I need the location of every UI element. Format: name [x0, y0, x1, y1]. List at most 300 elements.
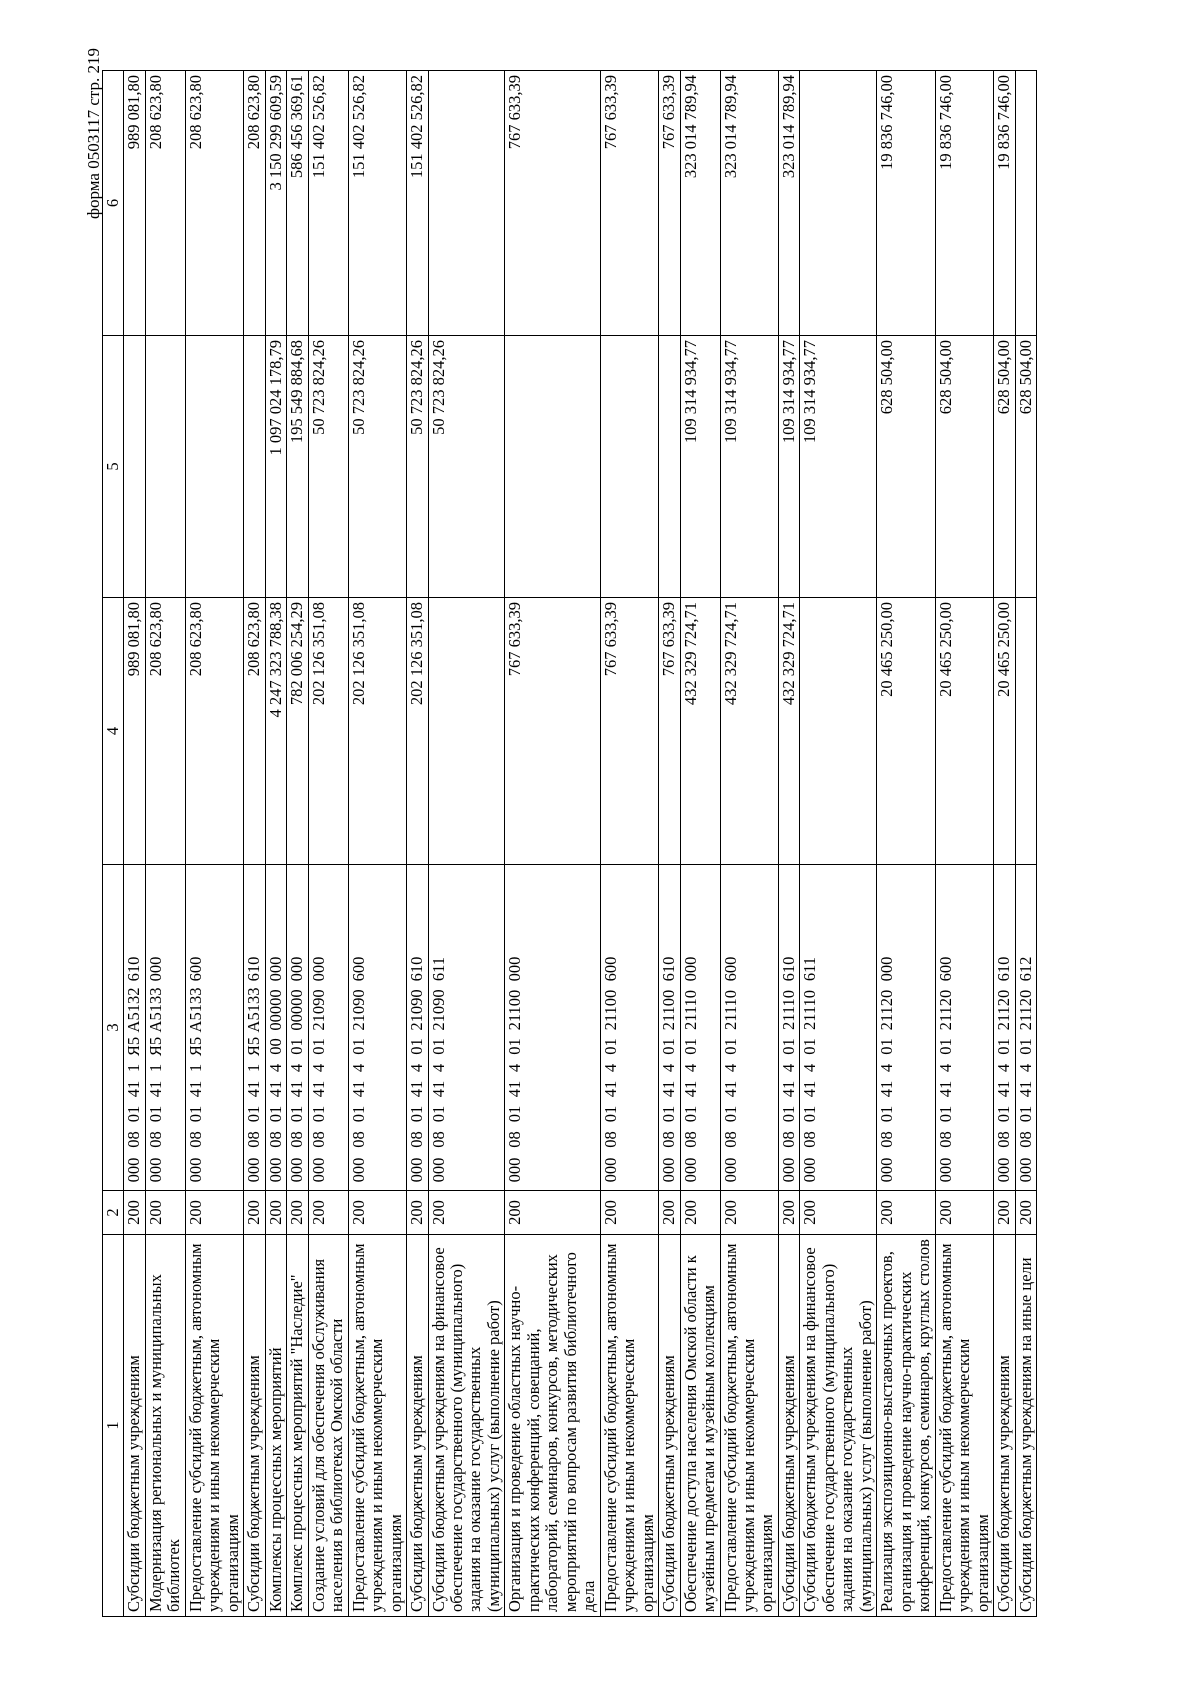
table-row — [659, 71, 680, 1617]
row-approved: 20 465 250,00 — [994, 598, 1015, 865]
row-executed — [145, 336, 185, 598]
code-section: 08 — [428, 1131, 448, 1148]
row-executed: 628 504,00 — [935, 336, 993, 598]
code-direction: 21110 — [720, 989, 740, 1031]
code-program: 41 — [680, 1080, 700, 1098]
code-program: 41 — [428, 1080, 448, 1098]
code-subsection: 01 — [659, 1105, 679, 1123]
code-subprogram: 01 — [505, 1038, 525, 1055]
row-approved: 767 633,39 — [600, 598, 658, 865]
code-section: 08 — [244, 1131, 264, 1148]
code-direction: 21100 — [600, 989, 620, 1031]
code-admin: 000 — [720, 1157, 740, 1183]
row-executed: 50 723 824,26 — [428, 336, 505, 598]
code-type: 4 — [1015, 1063, 1035, 1073]
row-line-code: 200 — [600, 1191, 658, 1235]
row-name: Субсидии бюджетным учреждениям — [659, 1235, 680, 1617]
code-admin: 000 — [124, 1157, 144, 1183]
row-budget-code — [265, 865, 286, 1191]
table-row — [124, 71, 145, 1617]
table-row — [877, 71, 935, 1617]
code-direction: 21120 — [994, 989, 1014, 1031]
table-row — [265, 71, 286, 1617]
table-row — [1015, 71, 1036, 1617]
code-subprogram: 01 — [428, 1038, 448, 1055]
row-approved: 208 623,80 — [185, 598, 243, 865]
code-section: 08 — [680, 1131, 700, 1148]
row-name: Обеспечение доступа населения Омской области к музейным предметам и музейным коллекциям — [680, 1235, 720, 1617]
code-direction: 21090 — [428, 989, 448, 1031]
code-type: 4 — [505, 1063, 525, 1073]
row-name: Комплексы процессных мероприятий — [265, 1235, 286, 1617]
row-executed: 195 549 884,68 — [287, 336, 308, 598]
code-section: 08 — [720, 1131, 740, 1148]
row-line-code: 200 — [145, 1191, 185, 1235]
row-line-code: 200 — [994, 1191, 1015, 1235]
code-direction: 00000 — [287, 989, 307, 1031]
table-row — [185, 71, 243, 1617]
row-budget-code — [308, 865, 348, 1191]
code-program: 41 — [720, 1080, 740, 1098]
row-budget-code — [244, 865, 265, 1191]
code-program: 41 — [265, 1080, 285, 1098]
row-executed: 628 504,00 — [877, 336, 935, 598]
row-approved: 20 465 250,00 — [935, 598, 993, 865]
code-admin: 000 — [778, 1157, 798, 1183]
row-approved — [800, 598, 877, 865]
row-name: Предоставление субсидий бюджетным, автономным учреждениям и иным некоммерческим организациям — [720, 1235, 778, 1617]
row-line-code: 200 — [428, 1191, 505, 1235]
row-approved: 767 633,39 — [659, 598, 680, 865]
code-section: 08 — [287, 1131, 307, 1148]
code-subsection: 01 — [185, 1105, 205, 1123]
code-expense-type: 600 — [600, 956, 620, 982]
code-program: 41 — [308, 1080, 328, 1098]
row-line-code: 200 — [1015, 1191, 1036, 1235]
table-row — [800, 71, 877, 1617]
code-type: 4 — [659, 1063, 679, 1073]
code-type: 4 — [994, 1063, 1014, 1073]
code-expense-type: 612 — [1015, 956, 1035, 982]
row-approved: 202 126 351,08 — [348, 598, 406, 865]
code-expense-type: 611 — [800, 956, 820, 982]
code-direction: 21120 — [1015, 989, 1035, 1031]
code-subprogram: Я5 — [124, 1036, 144, 1057]
row-budget-code — [1015, 865, 1036, 1191]
row-name: Субсидии бюджетным учреждениям — [124, 1235, 145, 1617]
code-program: 41 — [659, 1080, 679, 1098]
row-unexecuted: 19 836 746,00 — [994, 71, 1015, 336]
code-section: 08 — [505, 1131, 525, 1148]
row-name: Субсидии бюджетным учреждениям на финансовое обеспечение государственного (муниципального) задания на оказание государственных (муниципальных) услуг (выполнение работ) — [428, 1235, 505, 1617]
code-admin: 000 — [600, 1157, 620, 1183]
code-expense-type: 610 — [124, 956, 144, 982]
code-admin: 000 — [994, 1157, 1014, 1183]
code-program: 41 — [600, 1080, 620, 1098]
code-expense-type: 600 — [935, 956, 955, 982]
code-subprogram: 01 — [778, 1038, 798, 1055]
code-direction: А5132 — [124, 987, 144, 1033]
row-unexecuted: 151 402 526,82 — [348, 71, 406, 336]
row-budget-code — [348, 865, 406, 1191]
header-col-5: 5 — [103, 336, 124, 598]
code-subsection: 01 — [1015, 1105, 1035, 1123]
row-approved: 208 623,80 — [145, 598, 185, 865]
row-unexecuted — [1015, 71, 1036, 336]
code-subsection: 01 — [800, 1105, 820, 1123]
row-executed: 109 314 934,77 — [800, 336, 877, 598]
code-expense-type: 611 — [428, 956, 448, 982]
code-subsection: 01 — [505, 1105, 525, 1123]
row-budget-code — [428, 865, 505, 1191]
code-expense-type: 610 — [778, 956, 798, 982]
code-subsection: 01 — [308, 1105, 328, 1123]
code-subprogram: 01 — [348, 1038, 368, 1055]
row-budget-code — [778, 865, 799, 1191]
code-expense-type: 000 — [308, 956, 328, 982]
code-subprogram: 01 — [407, 1038, 427, 1055]
code-subprogram: 01 — [800, 1038, 820, 1055]
row-unexecuted: 208 623,80 — [185, 71, 243, 336]
code-section: 08 — [265, 1131, 285, 1148]
code-program: 41 — [348, 1080, 368, 1098]
table-row — [145, 71, 185, 1617]
code-subsection: 01 — [348, 1105, 368, 1123]
code-expense-type: 000 — [145, 956, 165, 982]
code-subprogram: 01 — [1015, 1038, 1035, 1055]
row-unexecuted: 3 150 299 609,59 — [265, 71, 286, 336]
code-program: 41 — [778, 1080, 798, 1098]
code-type: 4 — [600, 1063, 620, 1073]
code-program: 41 — [244, 1080, 264, 1098]
code-expense-type: 000 — [680, 956, 700, 982]
row-budget-code — [935, 865, 993, 1191]
row-executed — [185, 336, 243, 598]
code-direction: 21090 — [407, 989, 427, 1031]
row-unexecuted: 767 633,39 — [659, 71, 680, 336]
code-type: 4 — [720, 1063, 740, 1073]
code-program: 41 — [407, 1080, 427, 1098]
row-line-code: 200 — [407, 1191, 428, 1235]
code-subsection: 01 — [407, 1105, 427, 1123]
row-budget-code — [287, 865, 308, 1191]
code-direction: 21090 — [308, 989, 328, 1031]
code-expense-type: 600 — [348, 956, 368, 982]
row-budget-code — [994, 865, 1015, 1191]
code-type: 4 — [265, 1063, 285, 1073]
row-unexecuted: 586 456 369,61 — [287, 71, 308, 336]
code-section: 08 — [308, 1131, 328, 1148]
code-subprogram: 01 — [600, 1038, 620, 1055]
row-executed: 50 723 824,26 — [308, 336, 348, 598]
row-unexecuted: 151 402 526,82 — [308, 71, 348, 336]
row-executed: 50 723 824,26 — [407, 336, 428, 598]
code-expense-type: 610 — [244, 956, 264, 982]
header-col-3: 3 — [103, 865, 124, 1191]
code-admin: 000 — [287, 1157, 307, 1183]
row-budget-code — [800, 865, 877, 1191]
code-admin: 000 — [935, 1157, 955, 1183]
table-row — [994, 71, 1015, 1617]
code-program: 41 — [185, 1080, 205, 1098]
row-line-code: 200 — [877, 1191, 935, 1235]
row-unexecuted: 989 081,80 — [124, 71, 145, 336]
code-direction: 21120 — [877, 989, 897, 1031]
row-unexecuted: 323 014 789,94 — [680, 71, 720, 336]
row-unexecuted: 767 633,39 — [505, 71, 600, 336]
row-line-code: 200 — [778, 1191, 799, 1235]
row-unexecuted — [428, 71, 505, 336]
code-program: 41 — [877, 1080, 897, 1098]
code-subsection: 01 — [244, 1105, 264, 1123]
code-direction: А5133 — [244, 987, 264, 1033]
code-subprogram: 01 — [877, 1038, 897, 1055]
code-admin: 000 — [308, 1157, 328, 1183]
header-col-2: 2 — [103, 1191, 124, 1235]
row-name: Субсидии бюджетным учреждениям — [994, 1235, 1015, 1617]
code-type: 4 — [287, 1063, 307, 1073]
row-unexecuted: 19 836 746,00 — [935, 71, 993, 336]
code-section: 08 — [778, 1131, 798, 1148]
code-expense-type: 610 — [659, 956, 679, 982]
row-approved: 20 465 250,00 — [877, 598, 935, 865]
code-section: 08 — [994, 1131, 1014, 1148]
row-approved — [1015, 598, 1036, 865]
row-unexecuted: 208 623,80 — [145, 71, 185, 336]
row-approved: 782 006 254,29 — [287, 598, 308, 865]
code-subsection: 01 — [145, 1105, 165, 1123]
header-row — [103, 71, 124, 1617]
code-admin: 000 — [1015, 1157, 1035, 1183]
budget-table — [102, 70, 1037, 1617]
code-direction: А5133 — [185, 987, 205, 1033]
code-section: 08 — [185, 1131, 205, 1148]
row-line-code: 200 — [800, 1191, 877, 1235]
code-subsection: 01 — [680, 1105, 700, 1123]
code-section: 08 — [1015, 1131, 1035, 1148]
code-direction: 21110 — [800, 989, 820, 1031]
code-expense-type: 610 — [994, 956, 1014, 982]
code-program: 41 — [505, 1080, 525, 1098]
row-unexecuted: 151 402 526,82 — [407, 71, 428, 336]
code-subsection: 01 — [600, 1105, 620, 1123]
row-unexecuted: 323 014 789,94 — [778, 71, 799, 336]
code-section: 08 — [935, 1131, 955, 1148]
row-executed — [124, 336, 145, 598]
row-executed: 628 504,00 — [994, 336, 1015, 598]
code-admin: 000 — [265, 1157, 285, 1183]
table-row — [428, 71, 505, 1617]
table-row — [600, 71, 658, 1617]
header-col-6: 6 — [103, 71, 124, 336]
code-subsection: 01 — [265, 1105, 285, 1123]
code-admin: 000 — [145, 1157, 165, 1183]
row-budget-code — [680, 865, 720, 1191]
row-budget-code — [407, 865, 428, 1191]
row-budget-code — [145, 865, 185, 1191]
code-type: 1 — [124, 1063, 144, 1073]
code-subprogram: 01 — [935, 1038, 955, 1055]
row-line-code: 200 — [287, 1191, 308, 1235]
code-section: 08 — [600, 1131, 620, 1148]
code-section: 08 — [145, 1131, 165, 1148]
code-direction: 21100 — [659, 989, 679, 1031]
row-approved: 208 623,80 — [244, 598, 265, 865]
row-line-code: 200 — [185, 1191, 243, 1235]
code-subprogram: 01 — [680, 1038, 700, 1055]
code-program: 41 — [145, 1080, 165, 1098]
row-approved: 202 126 351,08 — [308, 598, 348, 865]
row-executed: 628 504,00 — [1015, 336, 1036, 598]
table-row — [720, 71, 778, 1617]
code-section: 08 — [800, 1131, 820, 1148]
row-approved: 202 126 351,08 — [407, 598, 428, 865]
row-approved: 4 247 323 788,38 — [265, 598, 286, 865]
row-executed — [244, 336, 265, 598]
code-direction: 21090 — [348, 989, 368, 1031]
code-subprogram: 01 — [287, 1038, 307, 1055]
table-row — [348, 71, 406, 1617]
row-budget-code — [124, 865, 145, 1191]
row-name: Комплекс процессных мероприятий "Наследие" — [287, 1235, 308, 1617]
code-type: 4 — [680, 1063, 700, 1073]
code-admin: 000 — [185, 1157, 205, 1183]
code-direction: А5133 — [145, 987, 165, 1033]
row-name: Субсидии бюджетным учреждениям на финансовое обеспечение государственного (муниципального) задания на оказание государственных (муниципальных) услуг (выполнение работ) — [800, 1235, 877, 1617]
code-admin: 000 — [407, 1157, 427, 1183]
row-executed: 109 314 934,77 — [680, 336, 720, 598]
form-caption: форма 0503117 стр. 219 — [84, 48, 103, 219]
row-budget-code — [185, 865, 243, 1191]
row-executed — [505, 336, 600, 598]
code-subprogram: Я5 — [185, 1036, 205, 1057]
code-type: 1 — [145, 1063, 165, 1073]
row-executed: 109 314 934,77 — [720, 336, 778, 598]
row-executed: 109 314 934,77 — [778, 336, 799, 598]
row-line-code: 200 — [244, 1191, 265, 1235]
code-admin: 000 — [428, 1157, 448, 1183]
code-type: 4 — [428, 1063, 448, 1073]
code-expense-type: 000 — [287, 956, 307, 982]
code-section: 08 — [877, 1131, 897, 1148]
row-line-code: 200 — [505, 1191, 600, 1235]
row-name: Создание условий для обеспечения обслуживания населения в библиотеках Омской области — [308, 1235, 348, 1617]
row-line-code: 200 — [659, 1191, 680, 1235]
code-expense-type: 000 — [265, 956, 285, 982]
row-name: Предоставление субсидий бюджетным, автономным учреждениям и иным некоммерческим организациям — [600, 1235, 658, 1617]
code-type: 4 — [348, 1063, 368, 1073]
code-type: 1 — [185, 1063, 205, 1073]
row-unexecuted — [800, 71, 877, 336]
row-name: Реализация экспозиционно-выставочных проектов, организация и проведение научно-практических конференций, конкурсов, семинаров, круглых столов — [877, 1235, 935, 1617]
code-type: 4 — [800, 1063, 820, 1073]
code-program: 41 — [800, 1080, 820, 1098]
code-admin: 000 — [659, 1157, 679, 1183]
code-type: 4 — [778, 1063, 798, 1073]
code-program: 41 — [994, 1080, 1014, 1098]
code-direction: 21110 — [680, 989, 700, 1031]
row-executed: 50 723 824,26 — [348, 336, 406, 598]
row-budget-code — [505, 865, 600, 1191]
code-admin: 000 — [800, 1157, 820, 1183]
code-section: 08 — [124, 1131, 144, 1148]
header-col-4: 4 — [103, 598, 124, 865]
code-direction: 00000 — [265, 989, 285, 1031]
code-subprogram: 00 — [265, 1038, 285, 1055]
code-subprogram: 01 — [720, 1038, 740, 1055]
code-program: 41 — [1015, 1080, 1035, 1098]
row-approved — [428, 598, 505, 865]
row-line-code: 200 — [680, 1191, 720, 1235]
table-row — [308, 71, 348, 1617]
row-line-code: 200 — [348, 1191, 406, 1235]
row-name: Модернизация региональных и муниципальных библиотек — [145, 1235, 185, 1617]
code-direction: 21120 — [935, 989, 955, 1031]
row-name: Предоставление субсидий бюджетным, автономным учреждениям и иным некоммерческим организациям — [348, 1235, 406, 1617]
row-name: Субсидии бюджетным учреждениям — [778, 1235, 799, 1617]
row-unexecuted: 19 836 746,00 — [877, 71, 935, 336]
code-subprogram: 01 — [308, 1038, 328, 1055]
row-name: Субсидии бюджетным учреждениям — [407, 1235, 428, 1617]
code-subprogram: Я5 — [145, 1036, 165, 1057]
code-direction: 21100 — [505, 989, 525, 1031]
code-subsection: 01 — [124, 1105, 144, 1123]
row-budget-code — [877, 865, 935, 1191]
row-name: Организация и проведение областных научно-практических конференций, совещаний, лабораторий, семинаров, конкурсов, методических мероприятий по вопросам развития библиотечного дела — [505, 1235, 600, 1617]
row-line-code: 200 — [308, 1191, 348, 1235]
code-admin: 000 — [680, 1157, 700, 1183]
row-unexecuted: 767 633,39 — [600, 71, 658, 336]
table-row — [244, 71, 265, 1617]
code-subsection: 01 — [778, 1105, 798, 1123]
row-approved: 767 633,39 — [505, 598, 600, 865]
row-name: Предоставление субсидий бюджетным, автономным учреждениям и иным некоммерческим организациям — [935, 1235, 993, 1617]
code-section: 08 — [407, 1131, 427, 1148]
code-admin: 000 — [348, 1157, 368, 1183]
row-name: Субсидии бюджетным учреждениям — [244, 1235, 265, 1617]
row-budget-code — [659, 865, 680, 1191]
code-expense-type: 600 — [185, 956, 205, 982]
code-type: 4 — [935, 1063, 955, 1073]
table-row — [505, 71, 600, 1617]
code-direction: 21110 — [778, 989, 798, 1031]
table-header — [103, 71, 124, 1617]
row-line-code: 200 — [720, 1191, 778, 1235]
table-row — [407, 71, 428, 1617]
table-row — [935, 71, 993, 1617]
code-admin: 000 — [505, 1157, 525, 1183]
code-subprogram: 01 — [994, 1038, 1014, 1055]
row-executed — [600, 336, 658, 598]
code-subsection: 01 — [720, 1105, 740, 1123]
code-subsection: 01 — [994, 1105, 1014, 1123]
row-budget-code — [600, 865, 658, 1191]
row-unexecuted: 208 623,80 — [244, 71, 265, 336]
row-name: Субсидии бюджетным учреждениям на иные цели — [1015, 1235, 1036, 1617]
code-section: 08 — [348, 1131, 368, 1148]
code-type: 4 — [407, 1063, 427, 1073]
code-type: 1 — [244, 1063, 264, 1073]
code-program: 41 — [124, 1080, 144, 1098]
row-budget-code — [720, 865, 778, 1191]
table-row — [680, 71, 720, 1617]
code-subprogram: 01 — [659, 1038, 679, 1055]
code-subsection: 01 — [935, 1105, 955, 1123]
code-program: 41 — [935, 1080, 955, 1098]
code-admin: 000 — [877, 1157, 897, 1183]
header-col-1: 1 — [103, 1235, 124, 1617]
table-row — [287, 71, 308, 1617]
